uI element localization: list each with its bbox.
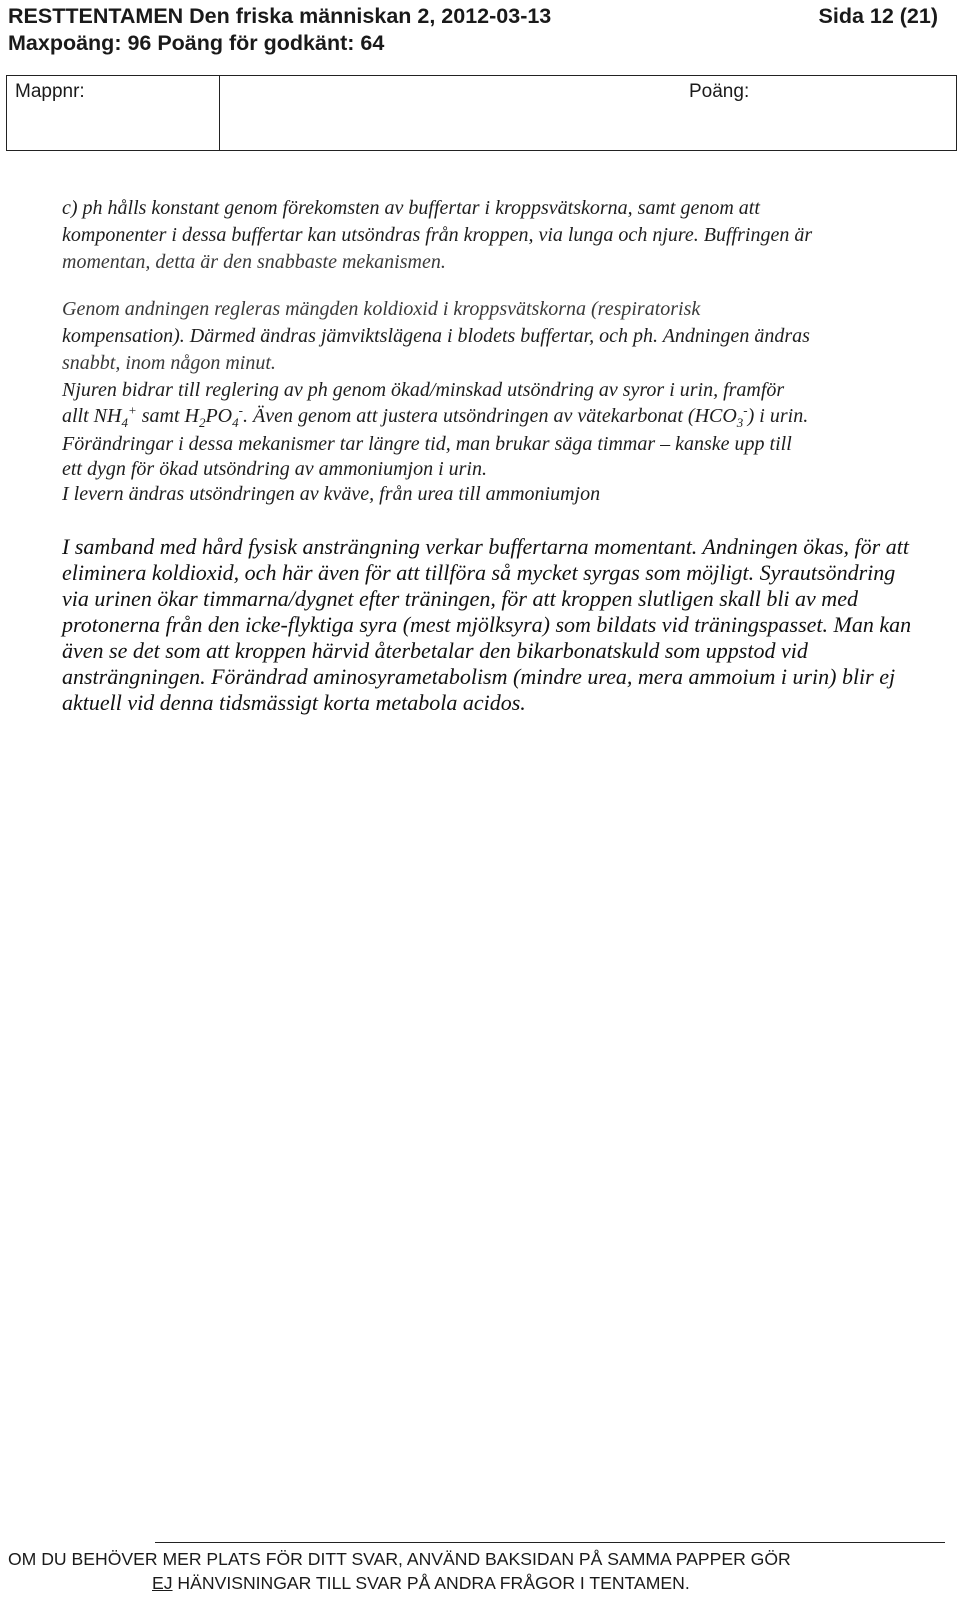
- answer-line: ett dygn för ökad utsöndring av ammoniumjon i urin.: [62, 458, 487, 480]
- text-run: allt NH: [62, 405, 122, 427]
- answer-line: I levern ändras utsöndringen av kväve, från urea till ammoniumjon: [62, 483, 601, 505]
- subscript: 3: [736, 415, 744, 430]
- footer-divider: [155, 1542, 945, 1543]
- exam-title: RESTTENTAMEN Den friska människan 2, 2012-03-13: [8, 4, 552, 28]
- answer-line: Förändringar i dessa mekanismer tar längre tid, man brukar säga timmar – kanske upp till: [62, 433, 792, 455]
- text-run: ) i urin.: [747, 405, 809, 427]
- answer-line: via urinen ökar timmarna/dygnet efter träningen, för att kroppen slutligen skall bli av med: [62, 586, 858, 611]
- subscript: 4: [232, 415, 239, 430]
- footer-instruction-line1: OM DU BEHÖVER MER PLATS FÖR DITT SVAR, ANVÄND BAKSIDAN PÅ SAMMA PAPPER GÖR: [8, 1549, 791, 1569]
- answer-line: aktuell vid denna tidsmässigt korta metabola acidos.: [62, 690, 526, 715]
- answer-line: Genom andningen regleras mängden koldioxid i kroppsvätskorna (respiratorisk: [62, 298, 701, 320]
- text-run: PO: [205, 405, 233, 427]
- answer-line: protonerna från den icke-flyktiga syra (mest mjölksyra) som bildats vid träningspasset. Man kan: [62, 612, 912, 637]
- text-run: . Även genom att justera utsöndringen av vätekarbonat (HCO: [242, 405, 737, 427]
- answer-line: även se det som att kroppen härvid återbetalar den bikarbonatskuld som uppstod vid: [62, 638, 808, 663]
- answer-line: Njuren bidrar till reglering av ph genom ökad/minskad utsöndring av syror i urin, framför: [62, 379, 785, 401]
- answer-header-box: [6, 75, 957, 151]
- answer-line-chemistry: [62, 402, 809, 430]
- answer-line: ansträngningen. Förändrad aminosyrametabolism (mindre urea, mera ammoium i urin) blir ej: [62, 664, 896, 689]
- footer-instruction-line2: [152, 1575, 690, 1593]
- superscript: -: [743, 402, 748, 418]
- answer-line: eliminera koldioxid, och här även för att tillföra så mycket syrgas som möjligt. Syrautsöndring: [62, 560, 896, 585]
- box-divider: [219, 76, 220, 150]
- answer-line: momentan, detta är den snabbaste mekanismen.: [62, 251, 446, 273]
- page-number: Sida 12 (21): [818, 4, 938, 28]
- subscript: 4: [121, 415, 128, 430]
- poang-label: Poäng:: [689, 81, 750, 102]
- answer-line: komponenter i dessa buffertar kan utsöndras från kroppen, via lunga och njure. Buffringen är: [62, 224, 813, 246]
- superscript: +: [127, 402, 137, 418]
- footer-line2-rest: HÄNVISNINGAR TILL SVAR PÅ ANDRA FRÅGOR I TENTAMEN.: [172, 1573, 690, 1593]
- subscript: 2: [198, 415, 206, 430]
- points-info: Maxpoäng: 96 Poäng för godkänt: 64: [8, 31, 385, 55]
- answer-line: c) ph hålls konstant genom förekomsten av buffertar i kroppsvätskorna, samt genom att: [62, 197, 760, 219]
- mappnr-label: Mappnr:: [15, 81, 85, 102]
- answer-line: kompensation). Därmed ändras jämviktslägena i blodets buffertar, och ph. Andningen ändras: [62, 325, 810, 347]
- answer-line: snabbt, inom någon minut.: [62, 352, 276, 374]
- text-run: samt H: [136, 405, 199, 427]
- superscript: -: [238, 402, 243, 418]
- footer-ej: EJ: [152, 1573, 173, 1593]
- answer-line: I samband med hård fysisk ansträngning verkar buffertarna momentant. Andningen ökas, för att: [62, 534, 909, 559]
